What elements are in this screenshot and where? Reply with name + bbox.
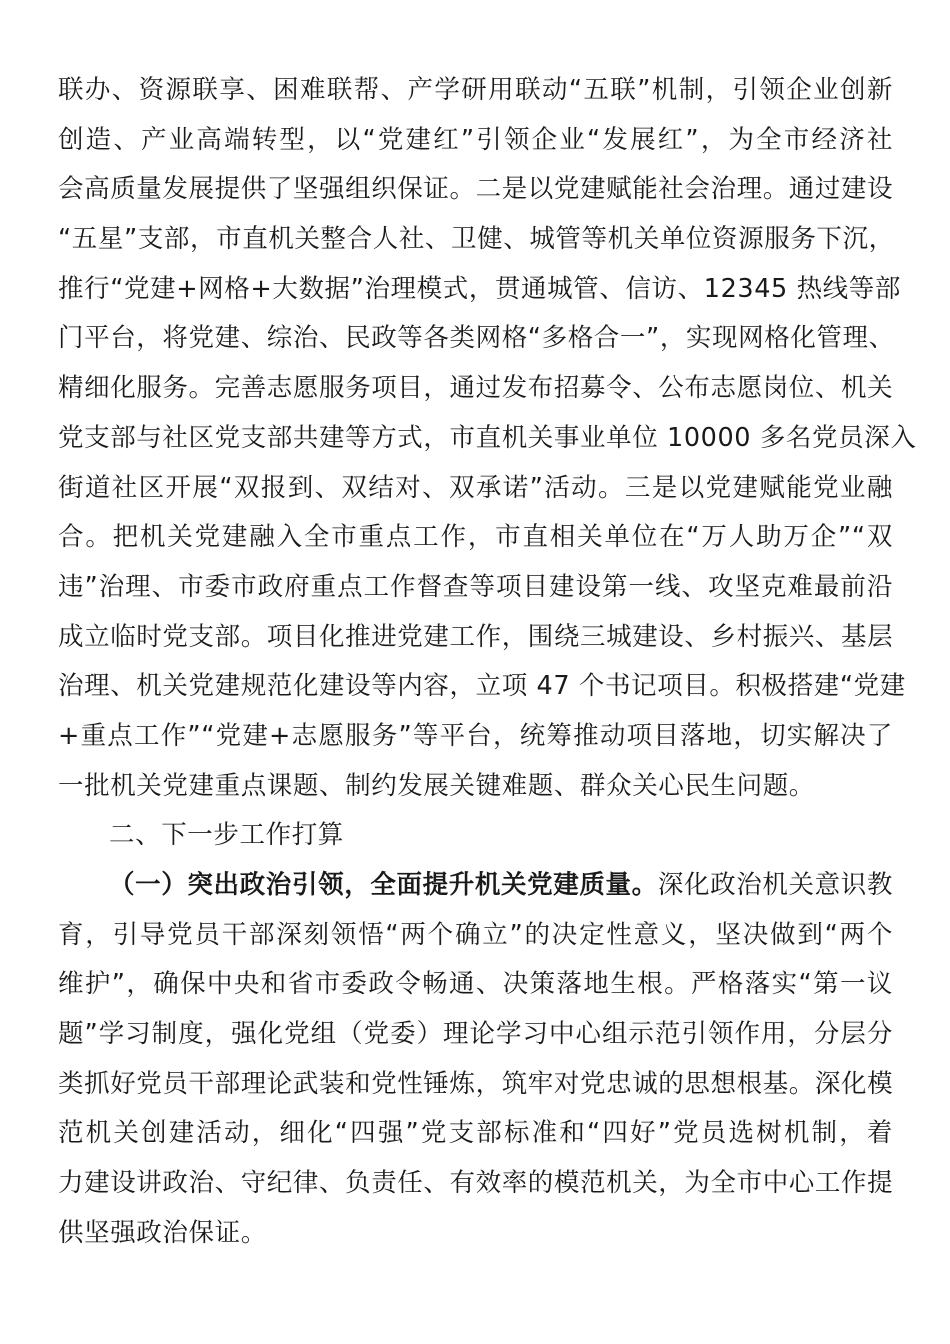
paragraph-line: +重点工作”“党建+志愿服务”等平台，统筹推动项目落地，切实解决了	[58, 720, 893, 751]
subsection-line: 育，引导党员干部深刻领悟“两个确立”的决定性意义，坚决做到“两个	[58, 919, 893, 950]
paragraph-line: 联办、资源联享、困难联帮、产学研用联动“五联”机制，引领企业创新	[58, 75, 893, 105]
subsection-line-last: 供坚强政治保证。	[58, 1217, 267, 1248]
subsection-line: 范机关创建活动，细化“四强”党支部标准和“四好”党员选树机制，着	[58, 1118, 893, 1149]
paragraph-line: 合。把机关党建融入全市重点工作，市直相关单位在“万人助万企”“双	[58, 522, 893, 553]
subsection-first-line	[58, 861, 893, 911]
paragraph-line: 治理、机关党建规范化建设等内容，立项 47 个书记项目。积极搭建“党建	[58, 671, 906, 702]
subsection-first-line-text: 深化政治机关意识教	[657, 870, 894, 900]
paragraph-line: 推行“党建+网格+大数据”治理模式，贯通城管、信访、12345 热线等部	[58, 273, 901, 304]
paragraph-line-last: 一批机关党建重点课题、制约发展关键难题、群众关心民生问题。	[58, 770, 815, 801]
subsection-line: 类抓好党员干部理论武装和党性锤炼，筑牢对党忠诚的思想根基。深化模	[58, 1068, 894, 1099]
section-heading: 二、下一步工作打算	[109, 820, 344, 851]
paragraph-line: 违”治理、市委市政府重点工作督查等项目建设第一线、攻坚克难最前沿	[58, 571, 893, 602]
subsection-line: 题”学习制度，强化党组（党委）理论学习中心组示范引领作用，分层分	[58, 1019, 893, 1050]
subsection-title: （一）突出政治引领，全面提升机关党建质量。	[109, 870, 658, 900]
paragraph-line: 精细化服务。完善志愿服务项目，通过发布招募令、公布志愿岗位、机关	[58, 373, 894, 404]
paragraph-line: 创造、产业高端转型，以“党建红”引领企业“发展红”，为全市经济社	[58, 124, 893, 155]
paragraph-line: “五星”支部，市直机关整合人社、卫健、城管等机关单位资源服务下沉，	[58, 224, 895, 255]
paragraph-line: 成立临时党支部。项目化推进党建工作，围绕三城建设、乡村振兴、基层	[58, 621, 894, 652]
subsection-line: 维护”，确保中央和省市委政令畅通、决策落地生根。严格落实“第一议	[58, 969, 893, 1000]
subsection-line: 力建设讲政治、守纪律、负责任、有效率的模范机关，为全市中心工作提	[58, 1168, 894, 1199]
paragraph-line: 门平台，将党建、综治、民政等各类网格“多格合一”，实现网格化管理、	[58, 323, 895, 354]
paragraph-line: 街道社区开展“双报到、双结对、双承诺”活动。三是以党建赋能党业融	[58, 472, 893, 503]
paragraph-line: 党支部与社区党支部共建等方式，市直机关事业单位 10000 多名党员深入	[58, 422, 917, 453]
paragraph-line: 会高质量发展提供了坚强组织保证。二是以党建赋能社会治理。通过建设	[58, 174, 894, 205]
document-page	[58, 66, 917, 1259]
